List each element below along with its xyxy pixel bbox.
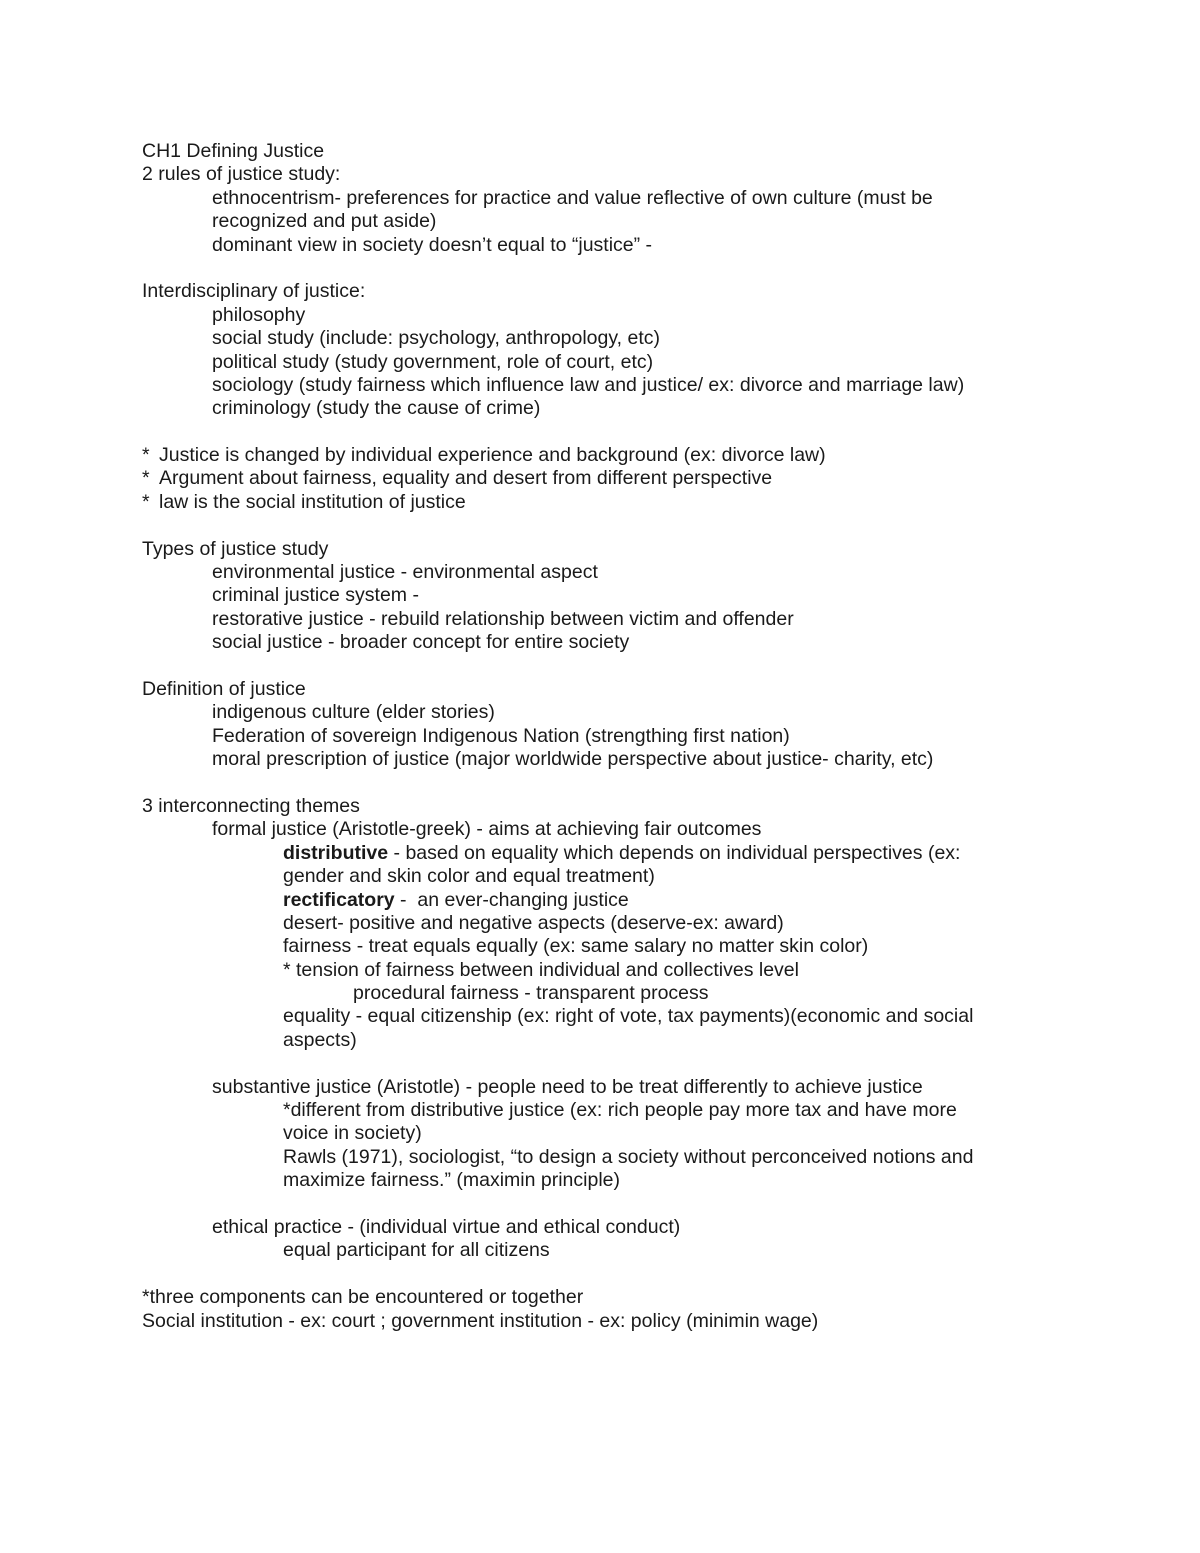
list-item: criminal justice system - [212, 584, 419, 607]
substantive-justice-label: substantive justice (Aristotle) - people need to be treat differently to achieve justice [212, 1075, 923, 1098]
distributive-term: distributive [283, 841, 389, 864]
rule-ethnocentrism-line-1: ethnocentrism- preferences for practice and value reflective of own culture (must be [212, 186, 933, 209]
bullet-item [142, 491, 1142, 514]
list-item: moral prescription of justice (major worldwide perspective about justice- charity, etc) [212, 748, 934, 771]
spacer [142, 421, 1142, 444]
types-heading: Types of justice study [142, 537, 329, 560]
list-item: social justice - broader concept for entire society [212, 631, 630, 654]
bullet-text: law is the social institution of justice [159, 490, 466, 513]
spacer [142, 655, 1142, 678]
substantive-diff-line-2: voice in society) [283, 1122, 422, 1145]
list-item: philosophy [212, 303, 306, 326]
closing-line-1: *three components can be encountered or together [142, 1286, 584, 1309]
list-item: restorative justice - rebuild relationship between victim and offender [212, 607, 794, 630]
rectificatory-line [142, 889, 1142, 912]
substantive-diff-line-1: *different from distributive justice (ex: rich people pay more tax and have more [283, 1099, 957, 1122]
closing-line-2: Social institution - ex: court ; government institution - ex: policy (minimin wage) [142, 1309, 819, 1332]
rule-dominant-view: dominant view in society doesn’t equal to “justice” - [212, 233, 653, 256]
document-body [142, 140, 1142, 1333]
asterisk-bullet: * [142, 444, 150, 467]
rules-heading: 2 rules of justice study: [142, 163, 341, 186]
list-item: criminology (study the cause of crime) [212, 397, 541, 420]
bullet-text: Argument about fairness, equality and desert from different perspective [159, 467, 773, 490]
asterisk-bullet: * [142, 467, 150, 490]
tension-line: * tension of fairness between individual and collectives level [283, 958, 799, 981]
list-item: Federation of sovereign Indigenous Nation (strengthing first nation) [212, 724, 790, 747]
definition-heading: Definition of justice [142, 677, 306, 700]
ethical-practice-detail: equal participant for all citizens [283, 1239, 550, 1262]
spacer [142, 514, 1142, 537]
bullet-item [142, 444, 1142, 467]
bullet-item [142, 467, 1142, 490]
interdisciplinary-heading: Interdisciplinary of justice: [142, 280, 366, 303]
rule-ethnocentrism-line-2: recognized and put aside) [212, 210, 437, 233]
rectificatory-text: - an ever-changing justice [394, 888, 629, 911]
rawls-line-2: maximize fairness.” (maximin principle) [283, 1169, 620, 1192]
fairness-line: fairness - treat equals equally (ex: same salary no matter skin color) [283, 935, 869, 958]
spacer [142, 257, 1142, 280]
rectificatory-term: rectificatory [283, 888, 395, 911]
spacer [142, 1052, 1142, 1075]
rawls-line-1: Rawls (1971), sociologist, “to design a society without perconceived notions and [283, 1145, 974, 1168]
list-item: indigenous culture (elder stories) [212, 701, 495, 724]
distributive-text: - based on equality which depends on individual perspectives (ex: [388, 841, 961, 864]
list-item: sociology (study fairness which influence law and justice/ ex: divorce and marriage law) [212, 373, 965, 396]
ethical-practice-label: ethical practice - (individual virtue and ethical conduct) [212, 1215, 681, 1238]
document-title: CH1 Defining Justice [142, 140, 325, 162]
formal-justice-label: formal justice (Aristotle-greek) - aims at achieving fair outcomes [212, 818, 762, 841]
equality-line-1: equality - equal citizenship (ex: right of vote, tax payments)(economic and social [283, 1005, 974, 1028]
list-item: social study (include: psychology, anthropology, etc) [212, 327, 661, 350]
distributive-line-2: gender and skin color and equal treatment) [283, 865, 655, 888]
spacer [142, 772, 1142, 795]
asterisk-bullet: * [142, 490, 150, 513]
procedural-fairness-line: procedural fairness - transparent process [353, 982, 709, 1005]
list-item: environmental justice - environmental aspect [212, 561, 598, 584]
distributive-line-1 [142, 842, 1142, 865]
desert-line: desert- positive and negative aspects (deserve-ex: award) [283, 911, 784, 934]
spacer [142, 1263, 1142, 1286]
spacer [142, 1193, 1142, 1216]
list-item: political study (study government, role of court, etc) [212, 350, 654, 373]
bullet-text: Justice is changed by individual experience and background (ex: divorce law) [159, 444, 826, 467]
equality-line-2: aspects) [283, 1028, 357, 1051]
themes-heading: 3 interconnecting themes [142, 794, 360, 817]
